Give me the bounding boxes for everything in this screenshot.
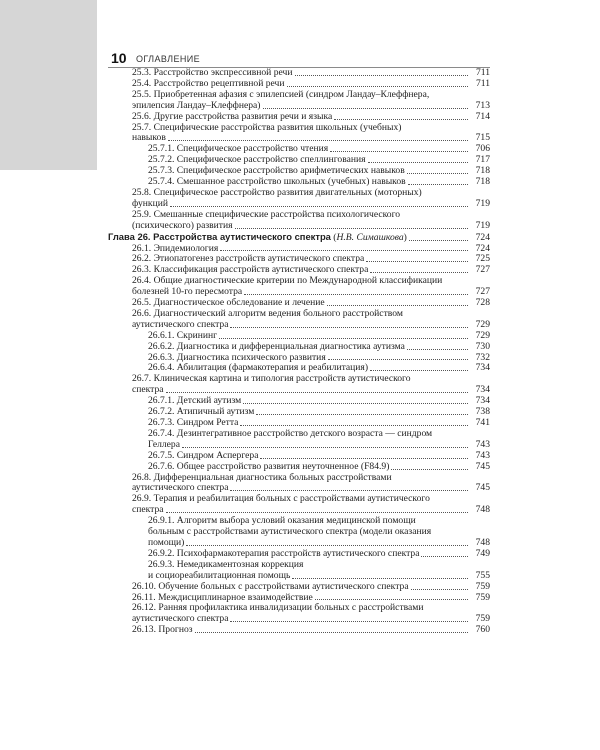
toc-entry-line: спектра xyxy=(132,384,164,396)
toc-page-number: 706 xyxy=(475,143,490,155)
toc-entry-line: 25.3. Расстройство экспрессивной речи xyxy=(132,67,293,78)
dot-leader xyxy=(166,391,468,393)
toc-entry-line: 25.5. Приобретенная афазия с эпилепсией (синдром Ландау–Клеффнера, xyxy=(132,88,430,100)
toc-page-number: 760 xyxy=(475,624,490,636)
toc-entry-line: 26.11. Междисциплинарное взаимодействие xyxy=(132,591,313,603)
toc-entry-line: 26.9.2. Психофармакотерапия расстройств аутистического спектра xyxy=(148,547,420,559)
toc-entry[interactable] xyxy=(108,188,490,210)
toc-entry-line: 26.10. Обучение больных с расстройствами аутистического спектра xyxy=(132,580,409,592)
dot-leader xyxy=(295,74,469,76)
dot-leader xyxy=(409,239,468,241)
toc-entry-line: навыков xyxy=(132,132,166,144)
toc-entry[interactable] xyxy=(108,494,490,516)
toc-entry-line: функций xyxy=(132,197,168,209)
toc-entry-line: 26.13. Прогноз xyxy=(132,624,193,636)
dot-leader xyxy=(230,489,468,491)
toc-entry-line: 26.6.3. Диагностика психического развития xyxy=(148,351,326,363)
dot-leader xyxy=(244,293,468,295)
toc-entry-line: 26.9.1. Алгоритм выбора условий оказания медицинской помощи xyxy=(148,515,416,527)
toc-page-number: 724 xyxy=(475,231,490,243)
toc-entry-text: Глава 26. Расстройства аутистического спектра (Н.В. Симашкова) xyxy=(108,230,407,243)
toc-entry-line: 26.9.3. Немедикаментозная коррекция xyxy=(148,558,304,570)
toc-entry-line: 26.7.5. Синдром Аспергера xyxy=(148,449,259,461)
dot-leader xyxy=(243,402,468,404)
page-corner-block xyxy=(0,0,97,170)
toc-entry-line: 26.6.4. Абилитация (фармакотерапия и реабилитация) xyxy=(148,362,369,374)
toc-entry-line: и социореабилитационная помощь xyxy=(148,569,291,581)
dot-leader xyxy=(368,161,468,163)
toc-page-number: 724 xyxy=(475,242,490,254)
toc-page-number: 748 xyxy=(475,536,490,548)
toc-page-number: 718 xyxy=(475,176,490,188)
dot-leader xyxy=(334,118,468,120)
toc-page-number: 743 xyxy=(475,449,490,461)
toc-page-number: 718 xyxy=(475,165,490,177)
toc-page-number: 734 xyxy=(475,395,490,407)
toc-page-number: 727 xyxy=(475,286,490,298)
toc-page-number: 748 xyxy=(475,504,490,516)
toc-entry-line: болезней 10-го пересмотра xyxy=(132,286,243,298)
toc-page-number: 732 xyxy=(475,351,490,363)
toc-entry[interactable] xyxy=(108,473,490,495)
dot-leader xyxy=(407,172,468,174)
toc-entry-line: 26.6. Диагностический алгоритм ведения больного расстройством xyxy=(132,307,403,319)
toc-page-number: 719 xyxy=(475,219,490,231)
toc-page-number: 727 xyxy=(475,264,490,276)
toc-page-number: 715 xyxy=(475,132,490,144)
dot-leader xyxy=(195,631,468,633)
dot-leader xyxy=(219,337,468,339)
dot-leader xyxy=(186,544,468,546)
dot-leader xyxy=(287,85,468,87)
dot-leader xyxy=(166,511,468,513)
toc-entry-line: 26.8. Дифференциальная диагностика больных расстройствами xyxy=(132,471,392,483)
dot-leader xyxy=(330,150,468,152)
toc-entry-line: 26.12. Ранняя профилактика инвалидизации больных с расстройствами xyxy=(132,602,424,614)
toc-entry-line: 26.1. Эпидемиология xyxy=(132,242,219,254)
dot-leader xyxy=(230,620,468,622)
toc-entry[interactable] xyxy=(108,309,490,331)
table-of-contents xyxy=(108,68,490,636)
toc-entry-line: 25.7.4. Смешанное расстройство школьных (учебных) навыков xyxy=(148,176,406,188)
toc-page-number: 759 xyxy=(475,580,490,592)
toc-entry-line: 26.7.6. Общее расстройство развития неуточненное (F84.9) xyxy=(148,460,390,472)
dot-leader xyxy=(407,348,468,350)
dot-leader xyxy=(421,555,468,557)
dot-leader xyxy=(235,227,468,229)
toc-entry-line: 26.3. Классификация расстройств аутистического спектра xyxy=(132,264,369,276)
toc-page-number: 711 xyxy=(475,67,490,78)
dot-leader xyxy=(370,271,468,273)
toc-entry-line: 26.5. Диагностическое обследование и лечение xyxy=(132,297,325,309)
toc-page-number: 749 xyxy=(475,547,490,559)
toc-entry[interactable] xyxy=(108,210,490,232)
toc-page-number: 730 xyxy=(475,340,490,352)
toc-entry-line: 26.2. Этиопатогенез расстройств аутистического спектра xyxy=(132,253,365,265)
toc-page-number: 738 xyxy=(475,406,490,418)
dot-leader xyxy=(370,369,468,371)
dot-leader xyxy=(168,139,468,141)
toc-entry[interactable] xyxy=(108,429,490,451)
toc-page-number: 713 xyxy=(475,99,490,111)
toc-page-number: 741 xyxy=(475,417,490,428)
toc-entry-line: 26.7.4. Дезинтегративное расстройство детского возраста — синдром xyxy=(148,427,433,439)
toc-entry-line: 25.7. Специфические расстройства развития школьных (учебных) xyxy=(132,121,402,133)
toc-entry-line: 25.9. Смешанные специфические расстройства психологического xyxy=(132,208,401,220)
toc-entry-line: 26.7.3. Синдром Ретта xyxy=(148,417,239,428)
dot-leader xyxy=(292,577,468,579)
dot-leader xyxy=(260,457,468,459)
toc-page-number: 759 xyxy=(475,591,490,603)
toc-entry-line: аутистического спектра xyxy=(132,613,229,625)
toc-entry[interactable] xyxy=(108,123,490,145)
toc-entry-line: аутистического спектра xyxy=(132,318,229,330)
toc-entry[interactable] xyxy=(108,560,490,582)
toc-entry-line: аутистического спектра xyxy=(132,482,229,494)
toc-entry-line: 26.7. Клиническая картина и типология расстройств аутистического xyxy=(132,373,411,385)
toc-entry-line: 25.7.3. Специфическое расстройство арифметических навыков xyxy=(148,165,405,177)
page-number: 10 xyxy=(111,50,127,66)
toc-entry-line: 25.8. Специфическое расстройство развития двигательных (моторных) xyxy=(132,186,422,198)
toc-entry[interactable] xyxy=(108,374,490,396)
toc-entry-line: больным с расстройствами аутистического спектра (модели оказания xyxy=(148,526,432,538)
dot-leader xyxy=(327,304,468,306)
toc-entry-line: 25.7.1. Специфическое расстройство чтения xyxy=(148,143,329,155)
dot-leader xyxy=(256,413,468,415)
toc-page-number: 729 xyxy=(475,329,490,341)
toc-page-number: 745 xyxy=(475,482,490,494)
dot-leader xyxy=(408,183,468,185)
toc-page-number: 719 xyxy=(475,197,490,209)
toc-entry-line: (психического) развития xyxy=(132,219,233,231)
dot-leader xyxy=(182,446,468,448)
toc-page-number: 745 xyxy=(475,460,490,472)
dot-leader xyxy=(391,468,468,470)
toc-entry[interactable] xyxy=(108,276,490,298)
toc-entry-line: эпилепсия Ландау–Клеффнера) xyxy=(132,99,261,111)
toc-entry-line: 25.7.2. Специфическое расстройство спеллингования xyxy=(148,154,366,166)
toc-entry-line: 26.7.2. Атипичный аутизм xyxy=(148,406,255,418)
toc-page-number: 734 xyxy=(475,384,490,396)
toc-entry[interactable] xyxy=(108,603,490,625)
toc-page-number: 734 xyxy=(475,362,490,374)
toc-entry-line: 26.6.1. Скрининг xyxy=(148,329,218,341)
dot-leader xyxy=(263,107,469,109)
toc-page-number: 729 xyxy=(475,318,490,330)
toc-entry-line: 26.9. Терапия и реабилитация больных с расстройствами аутистического xyxy=(132,493,430,505)
toc-page-number: 717 xyxy=(475,154,490,166)
dot-leader xyxy=(220,249,468,251)
toc-page-number: 725 xyxy=(475,253,490,265)
dot-leader xyxy=(411,588,468,590)
toc-entry[interactable] xyxy=(108,625,490,636)
toc-page-number: 755 xyxy=(475,569,490,581)
toc-entry-line: помощи) xyxy=(148,536,185,548)
toc-page-number: 728 xyxy=(475,297,490,309)
dot-leader xyxy=(240,424,468,426)
chapter-title: Глава 26. Расстройства аутистического спектра xyxy=(108,230,331,242)
toc-entry-line: спектра xyxy=(132,504,164,516)
dot-leader xyxy=(315,598,468,600)
dot-leader xyxy=(366,260,468,262)
toc-page-number: 711 xyxy=(475,77,490,89)
dot-leader xyxy=(170,205,468,207)
toc-entry-line: Геллера xyxy=(148,438,180,450)
dot-leader xyxy=(328,358,468,360)
running-header-title: ОГЛАВЛЕНИЕ xyxy=(136,54,201,64)
toc-page-number: 743 xyxy=(475,438,490,450)
toc-entry-line: 26.4. Общие диагностические критерии по Международной классификации xyxy=(132,275,443,287)
toc-entry-line: 25.6. Другие расстройства развития речи и языка xyxy=(132,110,333,122)
toc-entry-line: 25.4. Расстройство рецептивной речи xyxy=(132,77,285,89)
toc-entry-line: 26.7.1. Детский аутизм xyxy=(148,395,242,407)
toc-entry-line: 26.6.2. Диагностика и дифференциальная диагностика аутизма xyxy=(148,340,405,352)
toc-page-number: 759 xyxy=(475,613,490,625)
toc-entry[interactable] xyxy=(108,516,490,549)
toc-entry[interactable] xyxy=(108,90,490,112)
chapter-author: Н.В. Симашкова xyxy=(336,231,404,243)
dot-leader xyxy=(230,326,468,328)
toc-page-number: 714 xyxy=(475,110,490,122)
